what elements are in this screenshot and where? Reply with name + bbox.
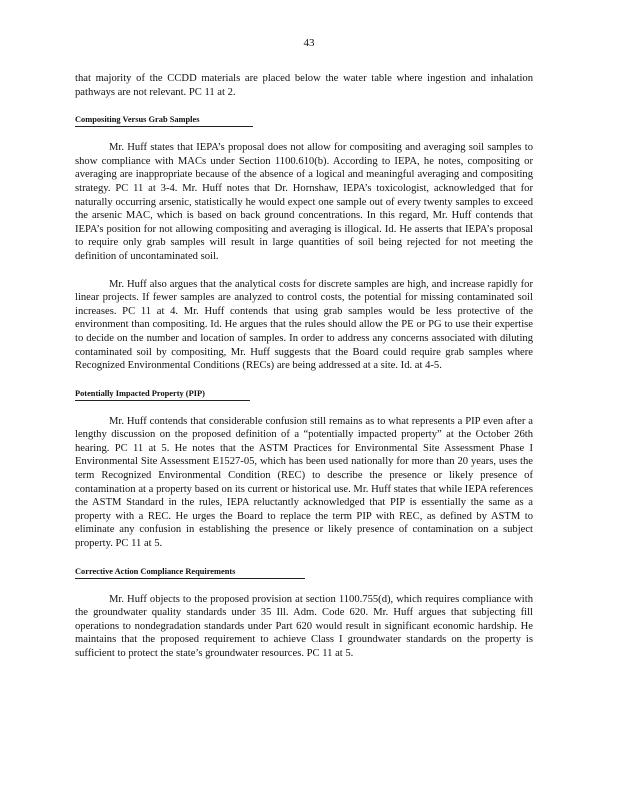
paragraph-corrective-action-1: Mr. Huff objects to the proposed provision at section 1100.755(d), which requires compliance with the groundwater quality standards under 35 Ill. Adm. Code 620. Mr. Huff argues that subjecting fill operations to nondegradation standards under Part 620 would result in significant economic hardship. He maintains that the proposed requirement to achieve Class I groundwater standards on the property is sufficient to protect the state’s groundwater resources. PC 11 at 5. [75,593,533,659]
section-heading-pip: Potentially Impacted Property (PIP) [75,388,250,401]
paragraph-pip-1: Mr. Huff contends that considerable confusion still remains as to what represents a PIP even after a lengthy discussion on the proposed definition of a “potentially impacted property” at the October 26th hearing. PC 11 at 5. He notes that the ASTM Practices for Environmental Site Assessment Phase I Environmental Site Assessment E1527-05, which has been used nationally for more than 20 years, uses the term Recognized Environmental Condition (REC) to describe the presence or likely presence of contamination at a property based on its current or historical use. Mr. Huff states that while IEPA references the ASTM Standard in the rules, IEPA reluctantly acknowledged that PIP is essentially the same as a property with a REC. He urges the Board to replace the term PIP with REC, as defined by ASTM to eliminate any confusion in establishing the presence or likely presence of contamination on a subject property. PC 11 at 5. [75,415,533,550]
paragraph-compositing-1: Mr. Huff states that IEPA’s proposal does not allow for compositing and averaging soil samples to show compliance with MACs under Section 1100.610(b). According to IEPA, he notes, compositing or averaging are inappropriate because of the absence of a logical and meaningful averaging and compositing strategy. PC 11 at 3-4. Mr. Huff notes that Dr. Hornshaw, IEPA’s toxicologist, acknowledged that for naturally occurring arsenic, statistically he would expect one sample out of every twenty samples to exceed the arsenic MAC, which is based on back ground concentrations. In this regard, Mr. Huff contends that IEPA’s position for not allowing compositing and averaging is illogical. Id. He asserts that IEPA’s proposal to require only grab samples will result in large quantities of soil being rejected for not meeting the definition of uncontaminated soil. [75,142,533,262]
section-heading-wrap [75,387,533,401]
section-heading-wrap [75,565,533,579]
section-heading-corrective-action: Corrective Action Compliance Requirements [75,566,305,579]
section-heading-wrap [75,113,533,127]
paragraph-compositing-2: Mr. Huff also argues that the analytical costs for discrete samples are high, and increase rapidly for linear projects. If fewer samples are analyzed to control costs, the potential for missing contaminated soil increases. PC 11 at 4. Mr. Huff contends that using grab samples would be less protective of the environment than compositing. Id. He argues that the rules should allow the PE or PG to use their expertise to decide on the number and location of samples. In order to address any concerns associated with diluting contaminated soil by compositing, Mr. Huff suggests that the Board could require grab samples where Recognized Environmental Conditions (RECs) are being addressed at a site. Id. at 4-5. [75,278,533,372]
page-number: 43 [303,37,315,49]
section-heading-compositing: Compositing Versus Grab Samples [75,114,253,127]
intro-paragraph: that majority of the CCDD materials are placed below the water table where ingestion and inhalation pathways are not relevant. PC 11 at 2. [75,73,533,98]
document-body [75,72,533,661]
